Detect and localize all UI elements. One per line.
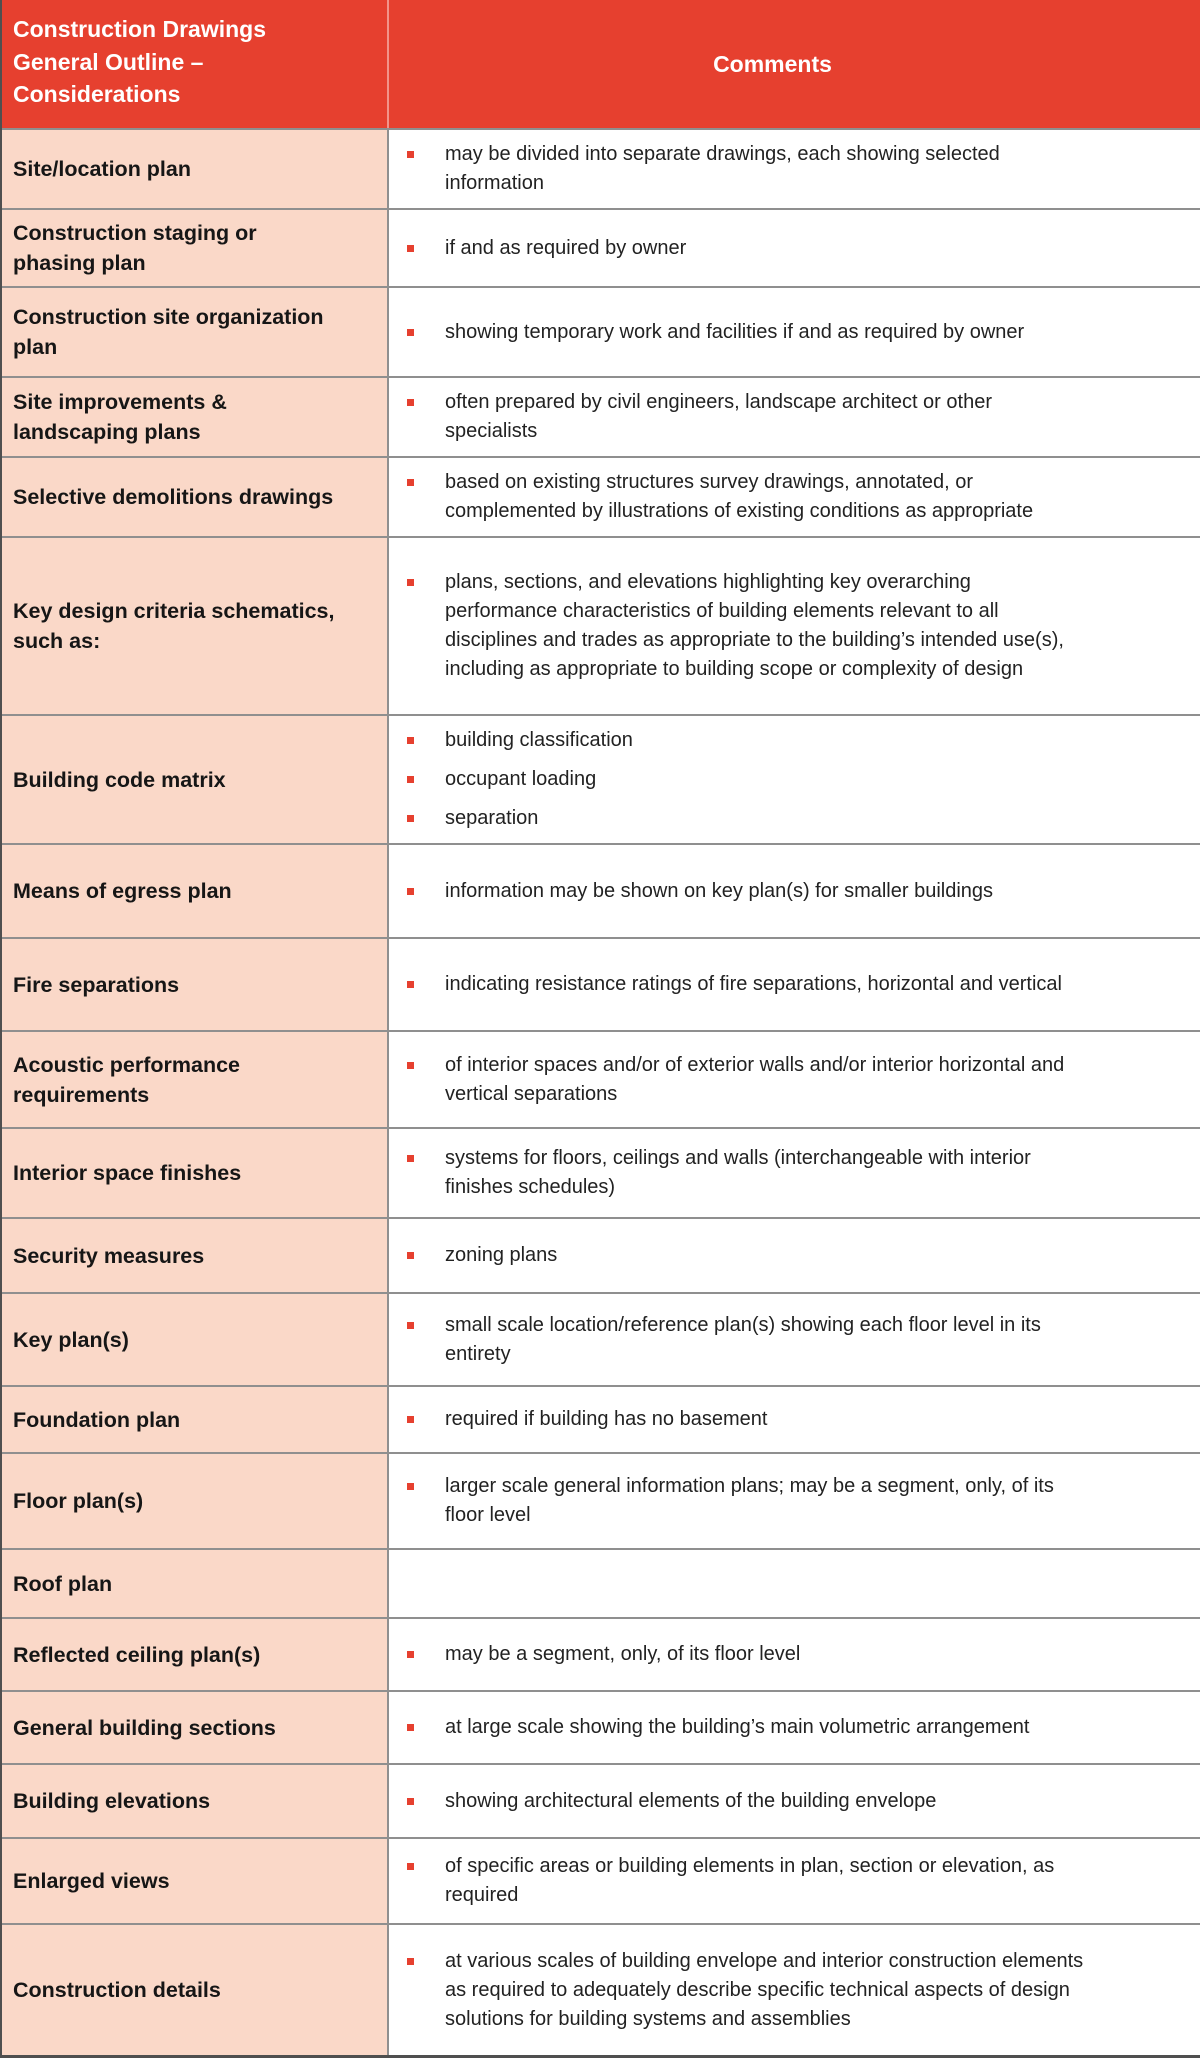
comment-item (389, 726, 1178, 755)
table-row (2, 937, 1200, 1030)
row-label: Security measures (2, 1219, 389, 1292)
bullet-square-icon (407, 245, 414, 252)
comment-text: showing temporary work and facilities if and as required by owner (445, 320, 1025, 343)
row-label: Building code matrix (2, 716, 389, 843)
table-row (2, 1127, 1200, 1217)
row-comments-cell (389, 458, 1200, 536)
comment-text: larger scale general information plans; may be a segment, only, of its floor level (445, 1475, 1054, 1526)
comment-text: often prepared by civil engineers, landscape architect or other specialists (445, 391, 992, 442)
row-comments-cell (389, 130, 1200, 208)
row-comments-cell (389, 1692, 1200, 1763)
comment-text: at large scale showing the building’s main volumetric arrangement (445, 1716, 1030, 1738)
comment-text: showing architectural elements of the building envelope (445, 1789, 937, 1812)
table-row (2, 376, 1200, 456)
row-label: Site improvements & landscaping plans (2, 378, 389, 456)
table-row (2, 128, 1200, 208)
row-label: Key plan(s) (2, 1294, 389, 1385)
comment-item (389, 804, 1178, 833)
bullet-square-icon (407, 776, 414, 783)
table-row (2, 1617, 1200, 1690)
comment-item (389, 1787, 1178, 1816)
table-header-comments: Comments (713, 50, 832, 77)
bullet-square-icon (407, 888, 414, 895)
comment-text: zoning plans (445, 1244, 558, 1266)
row-comments-cell (389, 1925, 1200, 2055)
row-label: Construction details (2, 1925, 389, 2055)
comment-text: at various scales of building envelope and interior construction elements as required to adequately describe specific technical aspects of design solutions for building systems and assemblies (445, 1949, 1084, 2030)
comment-item (389, 388, 1178, 446)
bullet-square-icon (407, 1252, 414, 1259)
row-label: General building sections (2, 1692, 389, 1763)
row-comments-cell (389, 1454, 1200, 1548)
row-label: Means of egress plan (2, 845, 389, 937)
bullet-square-icon (407, 1863, 414, 1870)
bullet-square-icon (407, 815, 414, 822)
comment-text: of specific areas or building elements in plan, section or elevation, as required (445, 1855, 1055, 1906)
bullet-square-icon (407, 1322, 414, 1329)
comment-item (389, 970, 1178, 999)
bullet-square-icon (407, 1651, 414, 1658)
table-row (2, 1030, 1200, 1127)
comment-text: systems for floors, ceilings and walls (interchangeable with interior finishes schedules) (445, 1147, 1031, 1198)
table-row (2, 1690, 1200, 1763)
row-comments-cell (389, 288, 1200, 376)
bullet-square-icon (407, 479, 414, 486)
row-comments-cell (389, 1550, 1200, 1617)
bullet-square-icon (407, 737, 414, 744)
comment-item (389, 1405, 1178, 1434)
comment-item (389, 140, 1178, 198)
row-comments-cell (389, 1129, 1200, 1217)
row-label: Construction staging or phasing plan (2, 210, 389, 286)
comment-item (389, 1947, 1178, 2034)
comment-text: may be divided into separate drawings, each showing selected information (445, 143, 1000, 194)
table-row (2, 208, 1200, 286)
bullet-square-icon (407, 579, 414, 586)
row-label: Floor plan(s) (2, 1454, 389, 1548)
bullet-square-icon (407, 1798, 414, 1805)
comment-text: separation (445, 807, 539, 829)
table-row (2, 536, 1200, 714)
row-comments-cell (389, 1765, 1200, 1837)
comment-text: indicating resistance ratings of fire separations, horizontal and vertical (445, 973, 1062, 995)
table-row (2, 1385, 1200, 1452)
comment-item (389, 1241, 1178, 1270)
row-comments-cell (389, 845, 1200, 937)
comment-item (389, 1311, 1178, 1369)
table-row (2, 1837, 1200, 1923)
comment-item (389, 468, 1178, 526)
comment-item (389, 234, 1178, 263)
row-comments-cell (389, 1619, 1200, 1690)
row-comments-cell (389, 939, 1200, 1030)
comment-item (389, 1640, 1178, 1669)
row-comments-cell (389, 210, 1200, 286)
table-row (2, 1763, 1200, 1837)
table-row (2, 843, 1200, 937)
comment-text: required if building has no basement (445, 1408, 768, 1430)
row-label: Interior space finishes (2, 1129, 389, 1217)
table-row (2, 1923, 1200, 2055)
row-label: Key design criteria schematics, such as: (2, 538, 389, 714)
comment-text: plans, sections, and elevations highlighting key overarching performance characteristics of building elements relevant to all disciplines and trades as appropriate to the building’s intended use(s), including as appropriate to building scope or complexity of design (445, 571, 1064, 680)
bullet-square-icon (407, 1483, 414, 1490)
row-comments-cell (389, 716, 1200, 843)
comment-item (389, 568, 1178, 684)
table-row (2, 1292, 1200, 1385)
table-row (2, 714, 1200, 843)
bullet-square-icon (407, 151, 414, 158)
bullet-square-icon (407, 981, 414, 988)
comment-text: of interior spaces and/or of exterior walls and/or interior horizontal and vertical separations (445, 1053, 1065, 1105)
row-comments-cell (389, 538, 1200, 714)
table-header-row (2, 0, 1200, 128)
table-header-considerations: Construction Drawings General Outline – Considerations (2, 0, 389, 128)
table-row (2, 1548, 1200, 1617)
row-comments-cell (389, 1219, 1200, 1292)
row-label: Site/location plan (2, 130, 389, 208)
row-label: Foundation plan (2, 1387, 389, 1452)
row-label: Enlarged views (2, 1839, 389, 1923)
table-row (2, 1452, 1200, 1548)
comment-text: occupant loading (445, 768, 597, 790)
row-comments-cell (389, 1387, 1200, 1452)
row-label: Selective demolitions drawings (2, 458, 389, 536)
bullet-square-icon (407, 1416, 414, 1423)
row-comments-cell (389, 1032, 1200, 1127)
row-label: Roof plan (2, 1550, 389, 1617)
table-row (2, 456, 1200, 536)
comment-item (389, 1472, 1178, 1530)
comment-text: building classification (445, 729, 633, 751)
bullet-square-icon (407, 329, 414, 336)
comment-item (389, 1713, 1178, 1742)
bullet-square-icon (407, 1155, 414, 1162)
table-row (2, 1217, 1200, 1292)
comment-item (389, 318, 1178, 347)
table-row (2, 286, 1200, 376)
comment-item (389, 1051, 1178, 1109)
bullet-square-icon (407, 1724, 414, 1731)
row-label: Acoustic performance requirements (2, 1032, 389, 1127)
comment-text: information may be shown on key plan(s) for smaller buildings (445, 879, 994, 902)
row-comments-cell (389, 1839, 1200, 1923)
bullet-square-icon (407, 1958, 414, 1965)
row-comments-cell (389, 378, 1200, 456)
comment-item (389, 765, 1178, 794)
comment-text: if and as required by owner (445, 236, 687, 259)
bullet-square-icon (407, 1062, 414, 1069)
row-label: Building elevations (2, 1765, 389, 1837)
row-label: Fire separations (2, 939, 389, 1030)
row-label: Construction site organization plan (2, 288, 389, 376)
comment-text: may be a segment, only, of its floor level (445, 1643, 801, 1665)
comment-text: small scale location/reference plan(s) showing each floor level in its entirety (445, 1313, 1041, 1365)
comment-item (389, 1852, 1178, 1910)
row-label: Reflected ceiling plan(s) (2, 1619, 389, 1690)
row-comments-cell (389, 1294, 1200, 1385)
bullet-square-icon (407, 399, 414, 406)
comment-item (389, 1144, 1178, 1202)
comment-item (389, 877, 1178, 906)
comment-text: based on existing structures survey drawings, annotated, or complemented by illustrations of existing conditions as appropriate (445, 471, 1034, 522)
